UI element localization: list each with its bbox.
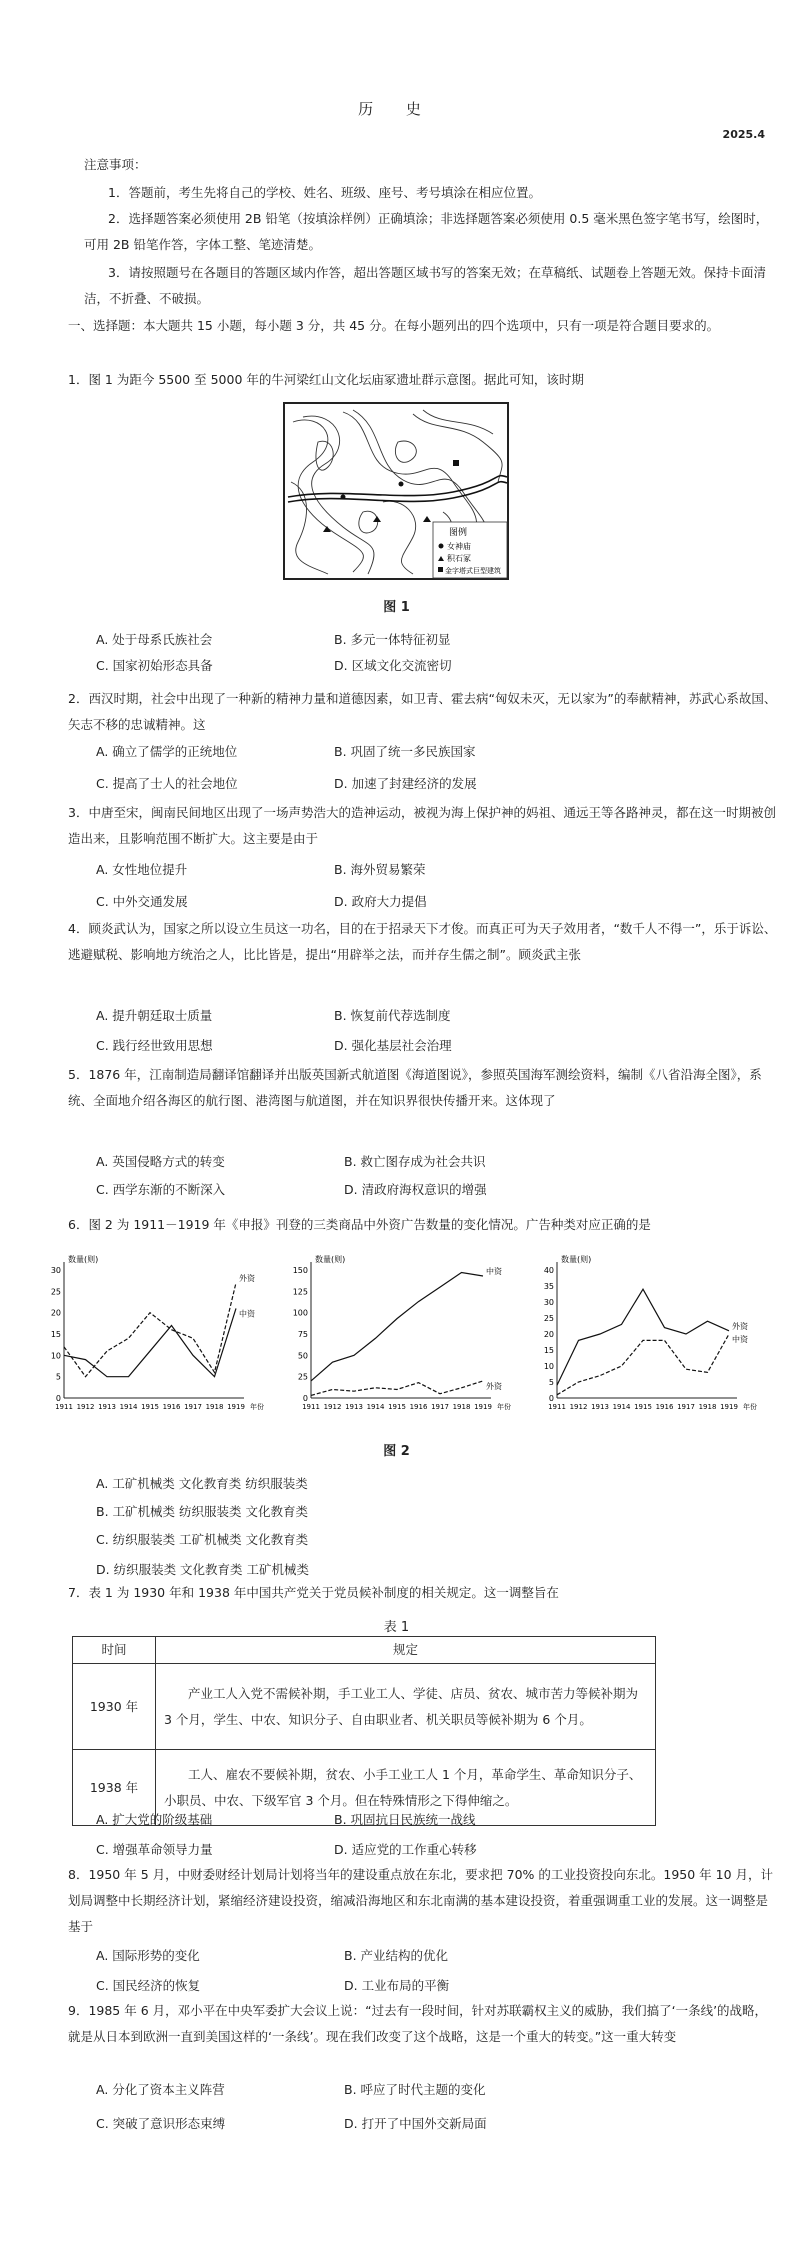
q3-option-d[interactable]: D. 政府大力提倡: [334, 894, 427, 909]
q5-option-c[interactable]: C. 西学东渐的不断深入: [96, 1182, 226, 1197]
x-tick-label: 1917: [431, 1403, 449, 1411]
notes-item-1: 1．答题前，考生先将自己的学校、姓名、班级、座号、考号填涂在相应位置。: [108, 185, 541, 200]
series-label-1: 外资: [732, 1321, 748, 1331]
q4-option-a[interactable]: A. 提升朝廷取士质量: [96, 1008, 213, 1023]
q6-option-b[interactable]: B. 工矿机械类 纺织服装类 文化教育类: [96, 1504, 308, 1519]
exam-subject-title: 历 史: [358, 100, 435, 118]
y-tick-label: 100: [292, 1308, 308, 1318]
series-line-2: [557, 1334, 729, 1395]
q2-option-c[interactable]: C. 提高了士人的社会地位: [96, 776, 238, 791]
table-row-2-rule: 工人、雇农不要候补期，贫农、小手工业工人 1 个月，革命学生、革命知识分子、小职员、中农、下级军官 3 个月。但在特殊情形之下得伸缩之。: [156, 1750, 656, 1826]
q1-option-a[interactable]: A. 处于母系氏族社会: [96, 632, 213, 647]
x-tick-label: 1918: [205, 1403, 224, 1411]
q8-option-a[interactable]: A. 国际形势的变化: [96, 1948, 200, 1963]
figure-2-chart-3: [533, 1248, 763, 1426]
legend-item-tomb: 积石冢: [447, 554, 471, 563]
exam-date: 2025.4: [722, 128, 765, 141]
y-tick-label: 75: [297, 1330, 308, 1339]
question-3-stem: 3．中唐至宋，闽南民间地区出现了一场声势浩大的造神运动，被视为海上保护神的妈祖、通远王等各路神灵，都在这一时期被创造出来，且影响范围不断扩大。这主要是由于: [68, 805, 776, 846]
y-tick-label: 5: [548, 1378, 554, 1387]
section-1-heading: 一、选择题：本大题共 15 小题，每小题 3 分，共 45 分。在每小题列出的四个选项中，只有一项是符合题目要求的。: [68, 318, 720, 333]
table-header-time: 时间: [73, 1637, 156, 1664]
question-2-stem: 2．西汉时期，社会中出现了一种新的精神力量和道德因素，如卫青、霍去病“匈奴未灭，无以家为”的奉献精神，苏武心系故国、矢志不移的忠诚精神。这: [68, 691, 777, 732]
q8-option-b[interactable]: B. 产业结构的优化: [344, 1948, 449, 1963]
notes-item-3: 3．请按照题号在各题目的答题区域内作答，超出答题区域书写的答案无效；在草稿纸、试题卷上答题无效。保持卡面清洁，不折叠、不破损。: [84, 265, 766, 306]
table-1-title: 表 1: [383, 1620, 410, 1635]
series-line-1: [557, 1289, 729, 1385]
x-tick-label: 1911: [302, 1403, 320, 1411]
q9-option-b[interactable]: B. 呼应了时代主题的变化: [344, 2082, 486, 2097]
q6-option-c[interactable]: C. 纺织服装类 工矿机械类 文化教育类: [96, 1532, 309, 1547]
q7-option-c[interactable]: C. 增强革命领导力量: [96, 1842, 213, 1857]
y-tick-label: 10: [50, 1351, 61, 1361]
x-tick-label: 1915: [388, 1403, 406, 1411]
series-label-1: 中资: [486, 1266, 502, 1276]
q5-option-d[interactable]: D. 清政府海权意识的增强: [344, 1182, 487, 1197]
series-line-2: [311, 1381, 483, 1396]
legend-temple-marker: [439, 544, 444, 549]
q9-option-c[interactable]: C. 突破了意识形态束缚: [96, 2116, 226, 2131]
y-tick-label: 10: [543, 1362, 554, 1371]
q7-option-b[interactable]: B. 巩固抗日民族统一战线: [334, 1812, 476, 1827]
y-tick-label: 35: [543, 1282, 554, 1291]
x-tick-label: 1915: [634, 1403, 652, 1411]
x-tick-label: 1912: [569, 1403, 588, 1411]
x-tick-label: 1913: [98, 1403, 116, 1411]
figure-1-site-map: [283, 402, 509, 580]
q4-option-d[interactable]: D. 强化基层社会治理: [334, 1038, 452, 1053]
series-label-2: 中资: [732, 1335, 748, 1344]
question-6-stem: 6．图 2 为 1911－1919 年《申报》刊登的三类商品中外资广告数量的变化情况。广告种类对应正确的是: [68, 1217, 651, 1232]
table-row-1-rule: 产业工人入党不需候补期，手工业工人、学徒、店员、贫农、城市苦力等候补期为 3 个月，学生、中农、知识分子、自由职业者、机关职员等候补期为 6 个月。: [156, 1664, 656, 1750]
y-tick-label: 15: [50, 1330, 61, 1339]
y-tick-label: 25: [543, 1314, 554, 1323]
question-8-stem: 8．1950 年 5 月，中财委财经计划局计划将当年的建设重点放在东北，要求把 70% 的工业投资投向东北。1950 年 10 月，计划局调整中长期经济计划，紧缩经济建设投资，缩减沿海地区和东北南满的基本建设投资，着重强调重工业的发展。这一调整是基于: [68, 1867, 774, 1934]
series-line-1: [311, 1273, 483, 1381]
q4-option-b[interactable]: B. 恢复前代荐选制度: [334, 1008, 451, 1023]
x-tick-label: 1913: [345, 1403, 363, 1411]
q8-option-c[interactable]: C. 国民经济的恢复: [96, 1978, 201, 1993]
x-tick-label: 1916: [409, 1403, 428, 1411]
legend-title: 图例: [449, 528, 468, 538]
table-header-rule: 规定: [156, 1637, 656, 1664]
question-7-stem: 7．表 1 为 1930 年和 1938 年中国共产党关于党员候补制度的相关规定。这一调整旨在: [68, 1585, 559, 1600]
q1-option-d[interactable]: D. 区域文化交流密切: [334, 658, 452, 673]
q2-option-d[interactable]: D. 加速了封建经济的发展: [334, 776, 477, 791]
question-4-stem: 4．顾炎武认为，国家之所以设立生员这一功名，目的在于招录天下才俊。而真正可为天子效用者，“数千人不得一”，乐于诉讼、逃避赋税、影响地方统治之人，比比皆是，提出“用辟举之法，而并存生儒之制”。顾炎武主张: [68, 921, 777, 962]
q6-option-d[interactable]: D. 纺织服装类 文化教育类 工矿机械类: [96, 1562, 310, 1577]
q6-option-a[interactable]: A. 工矿机械类 文化教育类 纺织服装类: [96, 1476, 308, 1491]
q1-option-c[interactable]: C. 国家初始形态具备: [96, 658, 213, 673]
x-tick-label: 1911: [548, 1403, 566, 1411]
q3-option-c[interactable]: C. 中外交通发展: [96, 894, 188, 909]
x-axis-suffix: 年份: [497, 1403, 511, 1411]
q3-option-b[interactable]: B. 海外贸易繁荣: [334, 862, 426, 877]
x-axis-suffix: 年份: [250, 1403, 264, 1411]
q9-option-d[interactable]: D. 打开了中国外交新局面: [344, 2116, 487, 2131]
y-tick-label: 25: [297, 1372, 308, 1382]
x-tick-label: 1917: [677, 1403, 695, 1411]
figure-2-chart-2: [287, 1248, 517, 1426]
y-tick-label: 50: [297, 1351, 308, 1361]
q1-option-b[interactable]: B. 多元一体特征初显: [334, 632, 451, 647]
x-tick-label: 1918: [698, 1403, 717, 1411]
table-row-1-year: 1930 年: [73, 1664, 156, 1750]
y-tick-label: 0: [548, 1394, 554, 1403]
legend-building-marker: [438, 567, 443, 572]
series-label-1: 外资: [239, 1273, 255, 1283]
x-tick-label: 1911: [55, 1403, 73, 1411]
y-tick-label: 0: [55, 1394, 61, 1403]
x-tick-label: 1913: [591, 1403, 609, 1411]
series-label-2: 外资: [486, 1381, 502, 1391]
x-tick-label: 1919: [720, 1403, 738, 1411]
notes-heading: 注意事项：: [84, 157, 147, 172]
y-axis-label: 数量(则): [561, 1255, 592, 1264]
legend-item-building: 金字塔式巨型建筑: [445, 567, 501, 575]
figure-2-caption: 图 2: [383, 1444, 410, 1459]
y-tick-label: 150: [292, 1266, 308, 1275]
y-tick-label: 5: [55, 1372, 61, 1382]
q8-option-d[interactable]: D. 工业布局的平衡: [344, 1978, 450, 1993]
notes-item-2: 2．选择题答案必须使用 2B 铅笔（按填涂样例）正确填涂；非选择题答案必须使用 0.5 毫米黑色签字笔书写，绘图时，可用 2B 铅笔作答，字体工整、笔迹清楚。: [84, 211, 769, 252]
x-tick-label: 1919: [474, 1403, 492, 1411]
q7-option-d[interactable]: D. 适应党的工作重心转移: [334, 1842, 477, 1857]
q2-option-b[interactable]: B. 巩固了统一多民族国家: [334, 744, 476, 759]
x-tick-label: 1917: [184, 1403, 202, 1411]
table-1: [72, 1636, 656, 1826]
y-tick-label: 30: [543, 1298, 554, 1307]
legend-item-temple: 女神庙: [447, 542, 471, 551]
q2-option-a[interactable]: A. 确立了儒学的正统地位: [96, 744, 238, 759]
table-row-2-year: 1938 年: [73, 1750, 156, 1826]
x-tick-label: 1918: [452, 1403, 471, 1411]
x-axis-suffix: 年份: [743, 1403, 757, 1411]
figure-2-chart-1: [40, 1248, 270, 1426]
question-5-stem: 5．1876 年，江南制造局翻译馆翻译并出版英国新式航道图《海道图说》，参照英国海军测绘资料，编制《八省沿海全图》，系统、全面地介绍各海区的航行图、港湾图与航道图，并在知识界很快传播开来。这体现了: [68, 1067, 762, 1108]
y-tick-label: 40: [543, 1266, 554, 1275]
x-tick-label: 1912: [76, 1403, 95, 1411]
question-1-stem: 1．图 1 为距今 5500 至 5000 年的牛河梁红山文化坛庙冢遗址群示意图。据此可知，该时期: [68, 372, 584, 387]
y-tick-label: 15: [543, 1346, 554, 1355]
q9-option-a[interactable]: A. 分化了资本主义阵营: [96, 2082, 225, 2097]
y-tick-label: 0: [302, 1394, 308, 1403]
y-tick-label: 20: [50, 1308, 61, 1318]
figure-1-caption: 图 1: [383, 600, 410, 615]
x-tick-label: 1914: [366, 1403, 385, 1411]
y-tick-label: 30: [50, 1266, 61, 1275]
x-tick-label: 1914: [119, 1403, 138, 1411]
question-9-stem: 9．1985 年 6 月，邓小平在中央军委扩大会议上说：“过去有一段时间，针对苏联霸权主义的威胁，我们搞了‘一条线’的战略，就是从日本到欧洲一直到美国这样的‘一条线’。现在我们改变了这个战略，这是一个重大的转变。”这一重大转变: [68, 2003, 768, 2044]
y-axis-label: 数量(则): [68, 1255, 99, 1264]
x-tick-label: 1912: [323, 1403, 342, 1411]
series-label-2: 中资: [239, 1309, 255, 1319]
y-tick-label: 25: [50, 1287, 61, 1297]
y-tick-label: 125: [292, 1287, 308, 1297]
y-axis-label: 数量(则): [315, 1255, 346, 1264]
q3-option-a[interactable]: A. 女性地位提升: [96, 862, 188, 877]
q7-option-a[interactable]: A. 扩大党的阶级基础: [96, 1812, 213, 1827]
x-tick-label: 1916: [655, 1403, 674, 1411]
y-tick-label: 20: [543, 1330, 554, 1339]
x-tick-label: 1915: [141, 1403, 159, 1411]
x-tick-label: 1919: [227, 1403, 245, 1411]
x-tick-label: 1916: [162, 1403, 181, 1411]
q5-option-b[interactable]: B. 救亡图存成为社会共识: [344, 1154, 486, 1169]
q4-option-c[interactable]: C. 践行经世致用思想: [96, 1038, 213, 1053]
q5-option-a[interactable]: A. 英国侵略方式的转变: [96, 1154, 225, 1169]
x-tick-label: 1914: [612, 1403, 631, 1411]
